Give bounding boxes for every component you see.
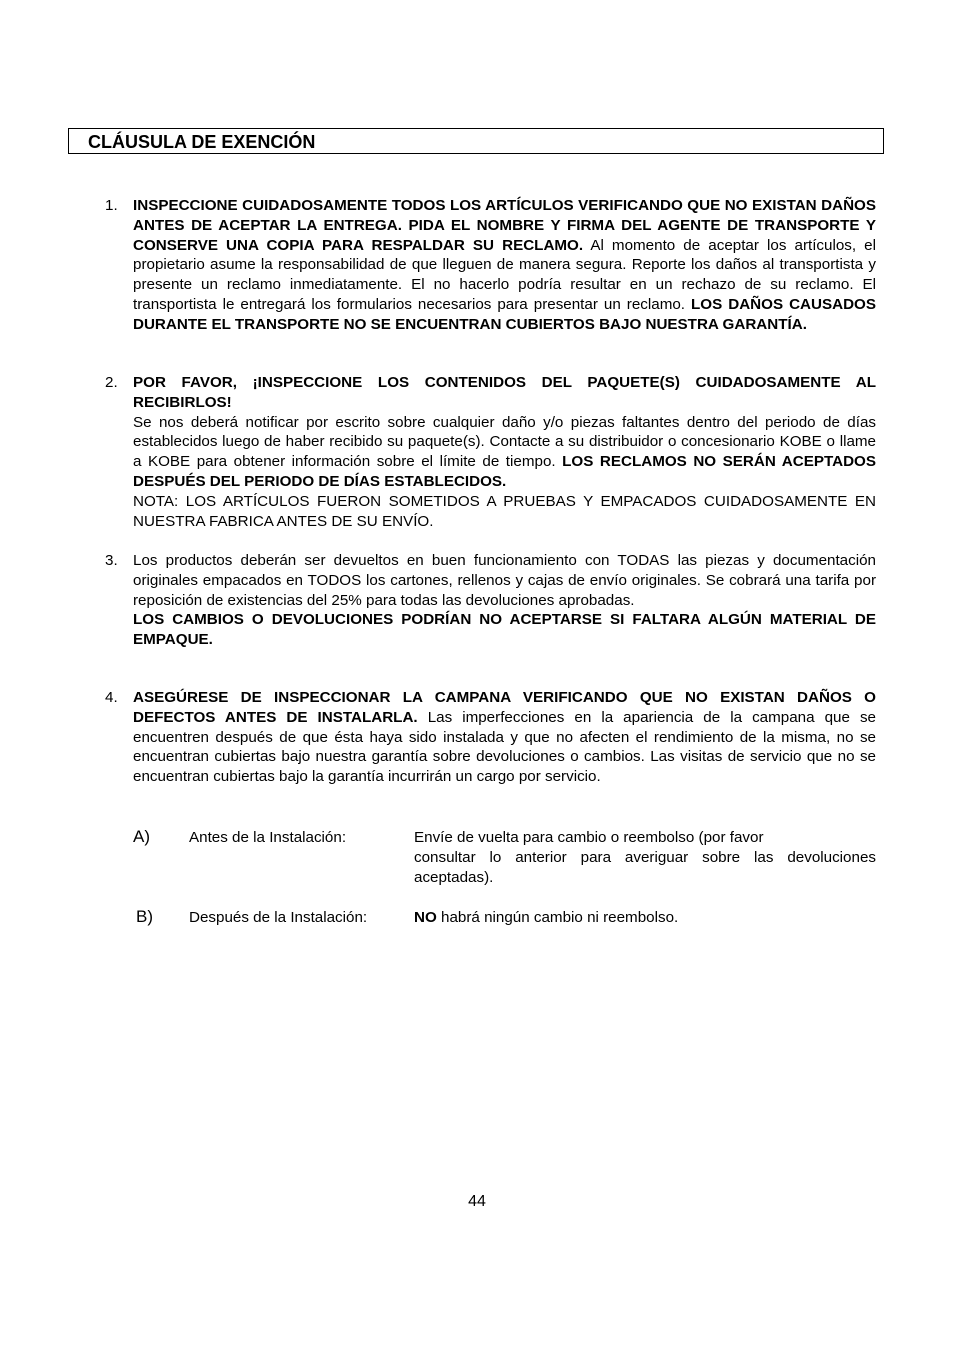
page-number: 44: [468, 1193, 486, 1210]
item-number: 4.: [105, 689, 118, 706]
list-item-1: [105, 196, 876, 335]
list-item-2: [105, 373, 876, 531]
subitem-desc-bold: NO: [414, 909, 437, 926]
section-title: CLÁUSULA DE EXENCIÓN: [88, 132, 316, 152]
item-bold-text: ASEGÚRESE DE INSPECCIONAR LA CAMPANA VERIFICANDO QUE NO EXISTAN DAÑOS O DEFECTOS ANTES DE INSTALARLA.: [133, 689, 876, 726]
subitem-letter-a: A): [133, 827, 150, 846]
item-text: Las imperfecciones en la apariencia de la campana que se encuentren después de que ésta haya sido instalada y que no afecten el rendimiento de la misma, no se encuentran cubiertas bajo nuestra garantía sobre devoluciones o cambios. Las visitas de servicio que no se encuentran cubiertas bajo la garantía incurrirán un cargo por servicio.: [133, 708, 877, 786]
item-text: Se nos deberá notificar por escrito sobre cualquier daño y/o piezas faltantes dentro del periodo de días establecidos luego de haber recibido su paquete(s). Contacte a su distribuidor o concesionario KOBE o llame a KOBE para obtener información sobre el límite de tiempo.: [133, 413, 876, 471]
item-body: [133, 551, 876, 650]
item-bold-text: INSPECCIONE CUIDADOSAMENTE TODOS LOS ARTÍCULOS VERIFICANDO QUE NO EXISTAN DAÑOS ANTES DE ACEPTAR LA ENTREGA. PIDA EL NOMBRE Y FIRMA DEL AGENTE DE TRANSPORTE Y CONSERVE UNA COPIA PARA RESPALDAR SU RECLAMO.: [133, 197, 876, 254]
list-item-4: [105, 688, 876, 787]
item-body: [133, 688, 876, 787]
item-number: 1.: [105, 197, 118, 214]
item-text: Los productos deberán ser devueltos en buen funcionamiento con TODAS las piezas y documentación originales empacados en TODOS los cartones, rellenos y cajas de envío originales. Se cobrará una tarifa por reposición de existencias del 25% para todas las devoluciones aprobadas.: [133, 552, 876, 609]
item-bold-heading: POR FAVOR, ¡INSPECCIONE LOS CONTENIDOS DEL PAQUETE(S) CUIDADOSAMENTE AL RECIBIRLOS!: [133, 374, 876, 411]
item-bold-text: LOS DAÑOS CAUSADOS DURANTE EL TRANSPORTE NO SE ENCUENTRAN CUBIERTOS BAJO NUESTRA GARANTÍA.: [133, 295, 877, 333]
subitem-desc-text: habrá ningún cambio ni reembolso.: [436, 909, 679, 926]
item-bold-text: LOS RECLAMOS NO SERÁN ACEPTADOS DESPUÉS DEL PERIODO DE DÍAS ESTABLECIDOS.: [133, 453, 877, 490]
subitem-label-a: Antes de la Instalación:: [189, 829, 347, 846]
subitem-label-b: Después de la Instalación:: [189, 909, 368, 926]
item-note: NOTA: LOS ARTÍCULOS FUERON SOMETIDOS A PRUEBAS Y EMPACADOS CUIDADOSAMENTE EN NUESTRA FABRICA ANTES DE SU ENVÍO.: [133, 492, 876, 530]
subitem-desc-a: [414, 828, 876, 887]
subitem-desc-line: consultar lo anterior para averiguar sobre las devoluciones aceptadas).: [414, 848, 876, 886]
subitem-desc-b: [414, 908, 876, 928]
list-item-3: [105, 551, 876, 650]
item-body: [133, 196, 876, 335]
item-text: Al momento de aceptar los artículos, el propietario asume la responsabilidad de que lleguen de manera segura. Reporte los daños al transportista y presente un reclamo inmediatamente. El no hacerlo podría resultar en un rechazo de su reclamo. El transportista le entregará los formularios necesarios para presentar un reclamo.: [133, 236, 877, 313]
section-title-box: [68, 128, 884, 154]
item-number: 2.: [105, 374, 118, 391]
subitem-desc-line: Envíe de vuelta para cambio o reembolso (por favor: [414, 829, 764, 846]
subitem-letter-b: B): [136, 907, 153, 926]
item-bold-text: LOS CAMBIOS O DEVOLUCIONES PODRÍAN NO ACEPTARSE SI FALTARA ALGÚN MATERIAL DE EMPAQUE.: [133, 611, 876, 649]
item-body: [133, 373, 876, 531]
item-number: 3.: [105, 552, 118, 569]
